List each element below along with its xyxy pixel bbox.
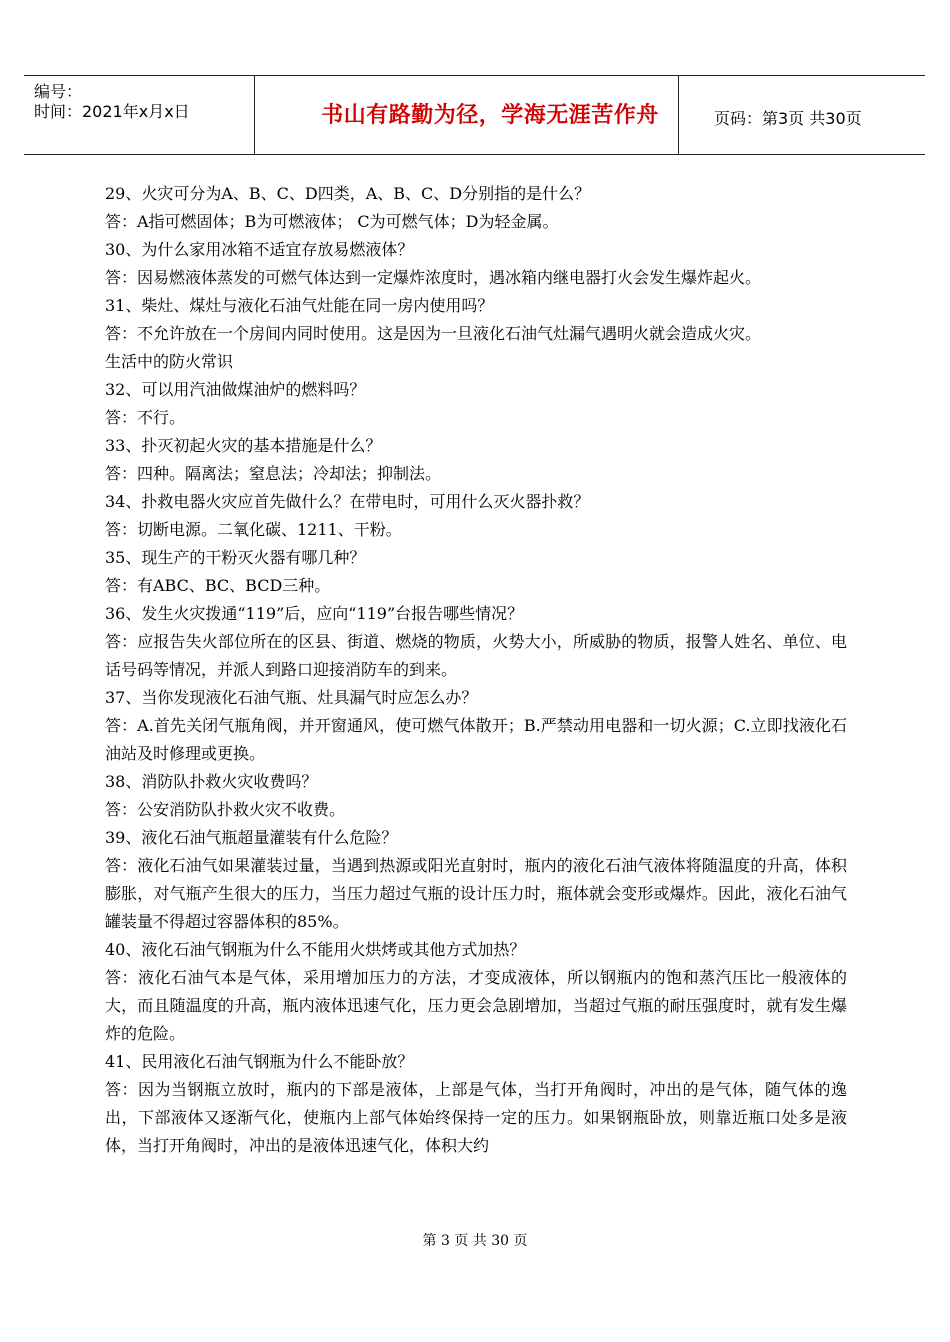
header-divider-right [678,76,679,155]
document-body [105,180,847,1160]
question-39: 39、液化石油气瓶超量灌装有什么危险？ [105,828,398,847]
question-34: 34、扑救电器火灾应首先做什么？在带电时，可用什么灭火器扑救？ [105,492,590,511]
answer-35: 答：有ABC、BC、BCD三种。 [105,576,331,595]
serial-label: 编号： [34,82,83,101]
question-31: 31、柴灶、煤灶与液化石油气灶能在同一房内使用吗？ [105,296,494,315]
answer-33: 答：四种。隔离法；窒息法；冷却法；抑制法。 [105,464,442,483]
header-meta [34,82,254,122]
question-33: 33、扑灭初起火灾的基本措施是什么？ [105,436,382,455]
answer-34: 答：切断电源。二氧化碳、1211、干粉。 [105,520,402,539]
answer-36: 答：应报告失火部位所在的区县、街道、燃烧的物质，火势大小，所威胁的物质，报警人姓名、单位、电话号码等情况，并派人到路口迎接消防车的到来。 [105,632,847,679]
section-heading: 生活中的防火常识 [105,352,234,371]
question-32: 32、可以用汽油做煤油炉的燃料吗？ [105,380,366,399]
time-label: 时间：2021年x月x日 [34,102,190,121]
question-36: 36、发生火灾拨通“119”后，应向“119”台报告哪些情况？ [105,604,524,623]
answer-39: 答：液化石油气如果灌装过量，当遇到热源或阳光直射时，瓶内的液化石油气液体将随温度的升高，体积膨胀，对气瓶产生很大的压力，当压力超过气瓶的设计压力时，瓶体就会变形或爆炸。因此，液化石油气罐装量不得超过容器体积的85%。 [105,856,847,931]
page-header [24,75,925,155]
page-footer: 第 3 页 共 30 页 [422,1233,528,1249]
answer-41: 答：因为当钢瓶立放时，瓶内的下部是液体，上部是气体，当打开角阀时，冲出的是气体，随气体的逸出，下部液体又逐渐气化，使瓶内上部气体始终保持一定的压力。如果钢瓶卧放，则靠近瓶口处多是液体，当打开角阀时，冲出的是液体迅速气化，体积大约 [105,1080,847,1155]
answer-31: 答：不允许放在一个房间内同时使用。这是因为一旦液化石油气灶漏气遇明火就会造成火灾。 [105,324,762,343]
answer-32: 答：不行。 [105,408,186,427]
question-41: 41、民用液化石油气钢瓶为什么不能卧放？ [105,1052,414,1071]
question-37: 37、当你发现液化石油气瓶、灶具漏气时应怎么办？ [105,688,478,707]
question-29: 29、火灾可分为A、B、C、D四类，A、B、C、D分别指的是什么？ [105,184,591,203]
question-30: 30、为什么家用冰箱不适宜存放易燃液体？ [105,240,414,259]
header-page-code: 页码：第3页 共30页 [714,109,862,128]
header-divider-left [254,76,255,155]
answer-38: 答：公安消防队扑救火灾不收费。 [105,800,346,819]
question-35: 35、现生产的干粉灭火器有哪几种？ [105,548,366,567]
answer-40: 答：液化石油气本是气体，采用增加压力的方法，才变成液体，所以钢瓶内的饱和蒸汽压比一般液体的大，而且随温度的升高，瓶内液体迅速气化，压力更会急剧增加，当超过气瓶的耐压强度时，就有发生爆炸的危险。 [105,968,847,1043]
question-40: 40、液化石油气钢瓶为什么不能用火烘烤或其他方式加热？ [105,940,526,959]
answer-30: 答：因易燃液体蒸发的可燃气体达到一定爆炸浓度时，遇冰箱内继电器打火会发生爆炸起火。 [105,268,762,287]
header-motto: 书山有路勤为径，学海无涯苦作舟 [321,103,659,128]
answer-29: 答：A指可燃固体；B为可燃液体； C为可燃气体；D为轻金属。 [105,212,559,231]
question-38: 38、消防队扑救火灾收费吗？ [105,772,318,791]
answer-37: 答：A.首先关闭气瓶角阀，并开窗通风，使可燃气体散开；B.严禁动用电器和一切火源；C.立即找液化石油站及时修理或更换。 [105,716,847,763]
